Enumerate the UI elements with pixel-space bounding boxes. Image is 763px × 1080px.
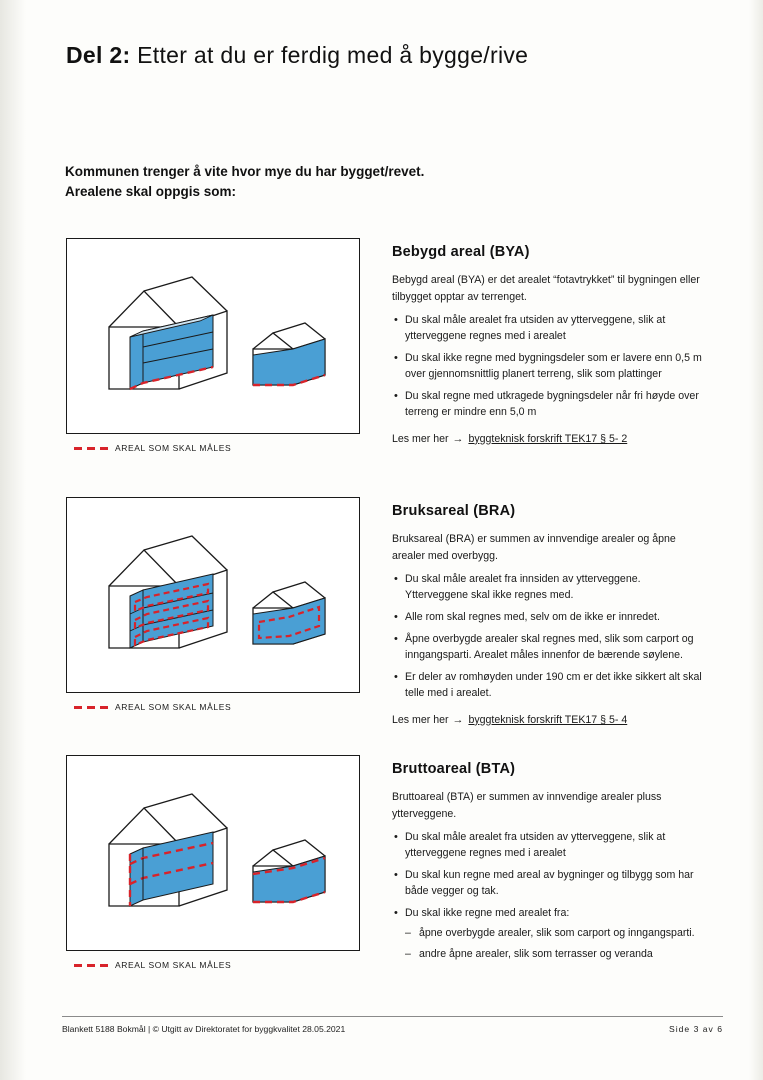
footer-page-number: Side 3 av 6	[669, 1024, 723, 1034]
dashed-line-icon	[74, 706, 108, 709]
section-bya-bullets	[392, 313, 704, 420]
sub-list-item: – åpne overbygde arealer, slik som carport og inngangsparti.	[405, 926, 704, 942]
list-item: • Er deler av romhøyden under 190 cm er det ikke sikkert alt skal telle med i arealet.	[392, 670, 704, 702]
figure-bta-legend	[66, 960, 362, 970]
intro-line-1: Kommunen trenger å vite hvor mye du har bygget/revet.	[65, 164, 425, 179]
figure-bya-box	[66, 238, 360, 434]
page-title-prefix: Del 2:	[66, 42, 131, 68]
figure-bra-legend-label: AREAL SOM SKAL MÅLES	[115, 702, 232, 712]
figure-bta-legend-label: AREAL SOM SKAL MÅLES	[115, 960, 232, 970]
figure-bra-legend	[66, 702, 362, 712]
list-item-label: Du skal ikke regne med arealet fra:	[405, 907, 570, 920]
page-title-rest: Etter at du er ferdig med å bygge/rive	[137, 42, 529, 68]
footer-left-text: Blankett 5188 Bokmål | © Utgitt av Direktoratet for byggkvalitet 28.05.2021	[62, 1024, 346, 1034]
section-bya-readmore	[392, 433, 704, 445]
list-item: • Du skal kun regne med areal av bygninger og tilbygg som har både vegger og tak.	[392, 868, 704, 900]
text-bya	[392, 238, 704, 445]
figure-bya	[66, 238, 362, 453]
section-bra-lead: Bruksareal (BRA) er summen av innvendige arealer og åpne arealer med overbygg.	[392, 533, 676, 562]
section-bra-readmore	[392, 714, 704, 726]
figure-bta	[66, 755, 362, 970]
bya-blue-fill-large	[130, 315, 213, 389]
readmore-prefix: Les mer her	[392, 432, 449, 445]
page-content	[62, 0, 702, 1080]
list-item: • Du skal måle arealet fra utsiden av ytterveggene, slik at ytterveggene regnes med i arealet	[392, 830, 704, 862]
section-bya-title: Bebygd areal (BYA)	[392, 244, 530, 260]
figure-bra-box	[66, 497, 360, 693]
page-footer	[62, 1016, 723, 1034]
section-bta-bullets	[392, 830, 704, 962]
readmore-prefix: Les mer her	[392, 713, 449, 726]
arrow-right-icon: →	[452, 432, 464, 445]
list-item: • Alle rom skal regnes med, selv om de ikke er innredet.	[392, 610, 704, 626]
figure-bra	[66, 497, 362, 712]
section-bra-bullets	[392, 572, 704, 701]
intro-line-2: Arealene skal oppgis som:	[65, 184, 237, 200]
arrow-right-icon: →	[452, 713, 464, 726]
text-bra	[392, 497, 704, 726]
section-bta-subitems	[405, 926, 704, 963]
section-bya-lead: Bebygd areal (BYA) er det arealet “fotavtrykket” til bygningen eller tilbygget opptar av terrenget.	[392, 274, 700, 303]
intro-text	[65, 162, 424, 203]
page-title	[66, 42, 528, 69]
section-bra-title: Bruksareal (BRA)	[392, 503, 516, 519]
list-item: • Du skal måle arealet fra utsiden av ytterveggene, slik at ytterveggene regnes med i arealet	[392, 313, 704, 345]
bta-blue-fill-large	[130, 832, 213, 906]
sub-list-item: – andre åpne arealer, slik som terrasser og veranda	[405, 947, 704, 963]
illustration-bra	[67, 498, 359, 692]
figure-bya-legend	[66, 443, 362, 453]
illustration-bta	[67, 756, 359, 950]
text-bta	[392, 755, 704, 969]
link-tek17-5-2[interactable]: byggteknisk forskrift TEK17 § 5- 2	[468, 432, 628, 445]
list-item: • Du skal regne med utkragede bygningsdeler når fri høyde over terreng er mindre enn 5,0 m	[392, 389, 704, 421]
list-item: • Du skal måle arealet fra innsiden av ytterveggene. Ytterveggene skal ikke regnes med.	[392, 572, 704, 604]
list-item: • Åpne overbygde arealer skal regnes med, slik som carport og inngangsparti. Arealet måles innenfor de bærende søylene.	[392, 632, 704, 664]
dashed-line-icon	[74, 964, 108, 967]
illustration-bya	[67, 239, 359, 433]
figure-bta-box	[66, 755, 360, 951]
figure-bya-legend-label: AREAL SOM SKAL MÅLES	[115, 443, 232, 453]
section-bta-lead: Bruttoareal (BTA) er summen av innvendige arealer pluss ytterveggene.	[392, 791, 662, 820]
dashed-line-icon	[74, 447, 108, 450]
list-item: • Du skal ikke regne med bygningsdeler som er lavere enn 0,5 m over gjennomsnittlig planert terreng, slik som plattinger	[392, 351, 704, 383]
list-item	[392, 906, 704, 963]
link-tek17-5-4[interactable]: byggteknisk forskrift TEK17 § 5- 4	[468, 713, 628, 726]
section-bta-title: Bruttoareal (BTA)	[392, 761, 516, 777]
